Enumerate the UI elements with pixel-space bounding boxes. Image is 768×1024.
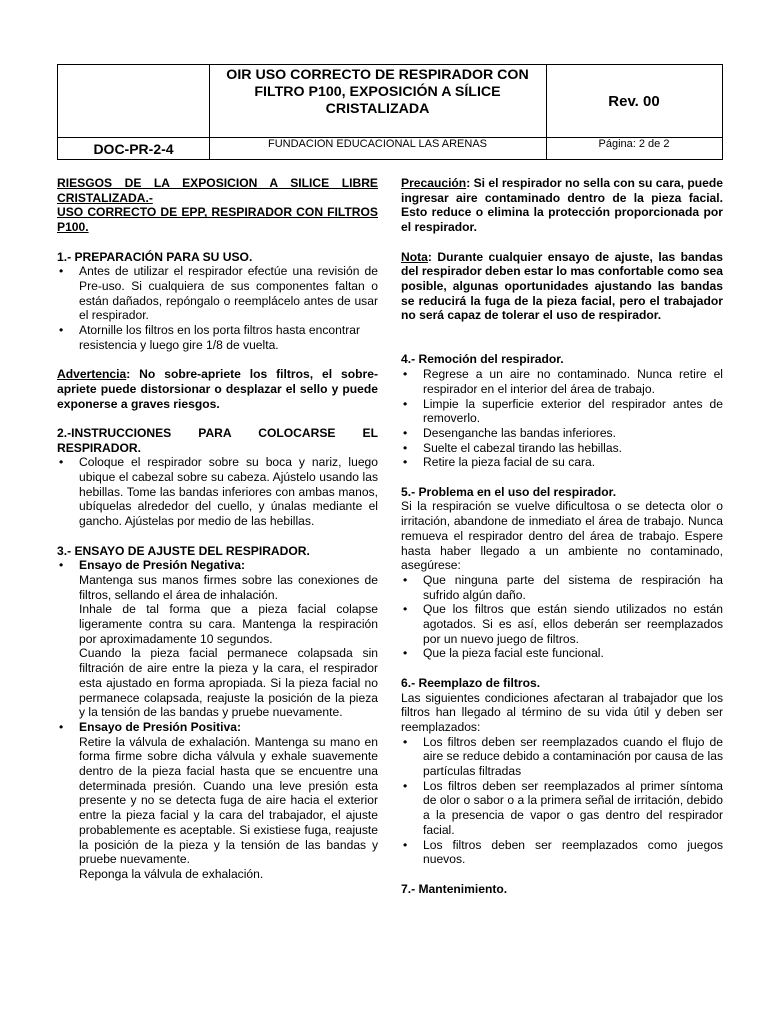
section-4-title: 4.- Remoción del respirador.	[401, 352, 564, 367]
negative-pressure-text: Cuando la pieza facial permanece colapsada sin filtración de aire entre la pieza y la cara, el respirador esta ajustado en forma apropiada. Si la pieza facial no permanece colapsada, reajuste la posición de la pieza y la tensión de las bandas y pruebe nuevamente.	[79, 646, 378, 720]
page-number: Página: 2 de 2	[598, 138, 670, 150]
left-column	[57, 176, 378, 882]
list-item: • Regrese a un aire no contaminado. Nunca retire el respirador en el interior del área de trabajo.	[401, 367, 723, 396]
note-label: Nota	[401, 249, 428, 264]
list-item: • Desenganche las bandas inferiores.	[401, 426, 723, 441]
section-1-list	[57, 264, 378, 352]
section-1-title: 1.- PREPARACIÓN PARA SU USO.	[57, 249, 253, 264]
positive-pressure-text: Reponga la válvula de exhalación.	[79, 866, 264, 881]
section-4-list	[401, 367, 723, 470]
negative-pressure-text: Inhale de tal forma que a pieza facial colapse ligeramente contra su cara. Mantenga la respiración por aproximadamente 10 segundos.	[79, 602, 378, 646]
negative-pressure-text: Mantenga sus manos firmes sobre las conexiones de filtros, sellando el área de inhalación.	[79, 572, 378, 602]
list-item: • Que los filtros que están siendo utilizados no están agotados. Si es así, ellos deberán ser reemplazados por un nuevo juego de filtros.	[401, 602, 723, 646]
positive-pressure-title: • Ensayo de Presión Positiva:	[57, 720, 378, 735]
list-item: • Retire la pieza facial de su cara.	[401, 455, 723, 470]
list-item: • Que ninguna parte del sistema de respiración ha sufrido algún daño.	[401, 573, 723, 602]
section-5-text: Si la respiración se vuelve dificultosa o se detecta olor o irritación, abandone de inmediato el área de trabajo. Nunca remueva el respirador dentro del área de trabajo. Espere hasta haber llegado a un ambiente no contaminado, asegúrese:	[401, 499, 723, 573]
section-6-text: Las siguientes condiciones afectaran al trabajador que los filtros han llegado al término de su vida útil y deben ser reemplazados:	[401, 690, 723, 734]
caution-paragraph	[401, 176, 723, 235]
caution-text: : Si el respirador no sella con su cara, puede ingresar aire contaminado dentro de la pieza facial. Esto reduce o elimina la protección proporcionada por el respirador.	[401, 176, 723, 235]
list-item: • Limpie la superficie exterior del respirador antes de removerlo.	[401, 397, 723, 426]
heading-risks: RIESGOS DE LA EXPOSICION A SILICE LIBRE CRISTALIZADA.-	[57, 176, 378, 205]
document-header-table	[57, 64, 723, 160]
document-code: DOC-PR-2-4	[93, 141, 174, 157]
revision-label: Rev. 00	[608, 92, 660, 110]
list-item: • Coloque el respirador sobre su boca y nariz, luego ubique el cabezal sobre su cabeza. Ajústelo usando las hebillas. Tome las bandas inferiores con ambas manos, ubíquelas alrededor del cuello, y únalas mediante el gancho. Ajústelas por medio de las hebillas.	[57, 455, 378, 529]
positive-pressure-text: Retire la válvula de exhalación. Mantenga su mano en forma firme sobre dicha válvula y exhale suavemente dentro de la pieza facial hasta que se encuentre una determinada presión. Cuando una leve presión esta presente y no se detecta fuga de aire hacia el exterior entre la pieza facial y la cara del trabajador, el ajuste probablemente es aceptable. Si existiese fuga, reajuste la posición de la pieza y la tensión de las bandas y pruebe nuevamente.	[79, 734, 378, 867]
list-item: • Antes de utilizar el respirador efectúe una revisión de Pre-uso. Si cualquiera de sus componentes faltan o están dañados, repóngalo o reemplácelo antes de usar el respirador.	[57, 264, 378, 323]
list-item: • Suelte el cabezal tirando las hebillas.	[401, 441, 723, 456]
section-5-list	[401, 573, 723, 661]
list-item: • Los filtros deben ser reemplazados cuando el flujo de aire se reduce debido a contaminación por causa de las partículas filtradas	[401, 735, 723, 779]
note-paragraph	[401, 250, 723, 324]
warning-label: Advertencia	[57, 367, 127, 382]
heading-ppe: USO CORRECTO DE EPP, RESPIRADOR CON FILTROS P100.	[57, 205, 378, 235]
section-2-title: 2.-INSTRUCCIONES PARA COLOCARSE EL RESPIRADOR.	[57, 425, 378, 455]
organization-name: FUNDACION EDUCACIONAL LAS ARENAS	[267, 138, 488, 150]
section-6-title: 6.- Reemplazo de filtros.	[401, 675, 541, 690]
section-2-list	[57, 455, 378, 529]
section-7-title: 7.- Mantenimiento.	[401, 881, 508, 896]
warning-paragraph	[57, 367, 378, 411]
warning-text: : No sobre-apriete los filtros, el sobre-apriete puede distorsionar o desplazar el sello y puede exponerse a graves riesgos.	[57, 367, 378, 411]
caution-label: Precaución	[401, 176, 467, 190]
list-item: • Los filtros deben ser reemplazados al primer síntoma de olor o sabor o a la primera señal de irritación, debido a la presencia de vapor o gas dentro del respirador facial.	[401, 779, 723, 838]
section-3-title: 3.- ENSAYO DE AJUSTE DEL RESPIRADOR.	[57, 543, 310, 558]
negative-pressure-title: • Ensayo de Presión Negativa:	[57, 558, 378, 573]
right-column	[401, 176, 723, 896]
note-text: : Durante cualquier ensayo de ajuste, las bandas del respirador deben estar lo mas confortable como sea posible, algunas oportunidades ajustando las bandas se reducirá la fuga de la pieza facial, pero el trabajador no será capaz de tolerar el uso de respirador.	[401, 249, 723, 323]
section-6-list	[401, 735, 723, 867]
list-item: • Que la pieza facial este funcional.	[401, 646, 723, 661]
document-title: OIR USO CORRECTO DE RESPIRADOR CON FILTRO P100, EXPOSICIÓN A SÍLICE CRISTALIZADA	[226, 67, 529, 117]
list-item: • Atornille los filtros en los porta filtros hasta encontrar resistencia y luego gire 1/8 de vuelta.	[57, 323, 378, 352]
list-item: • Los filtros deben ser reemplazados como juegos nuevos.	[401, 838, 723, 867]
section-5-title: 5.- Problema en el uso del respirador.	[401, 484, 617, 499]
